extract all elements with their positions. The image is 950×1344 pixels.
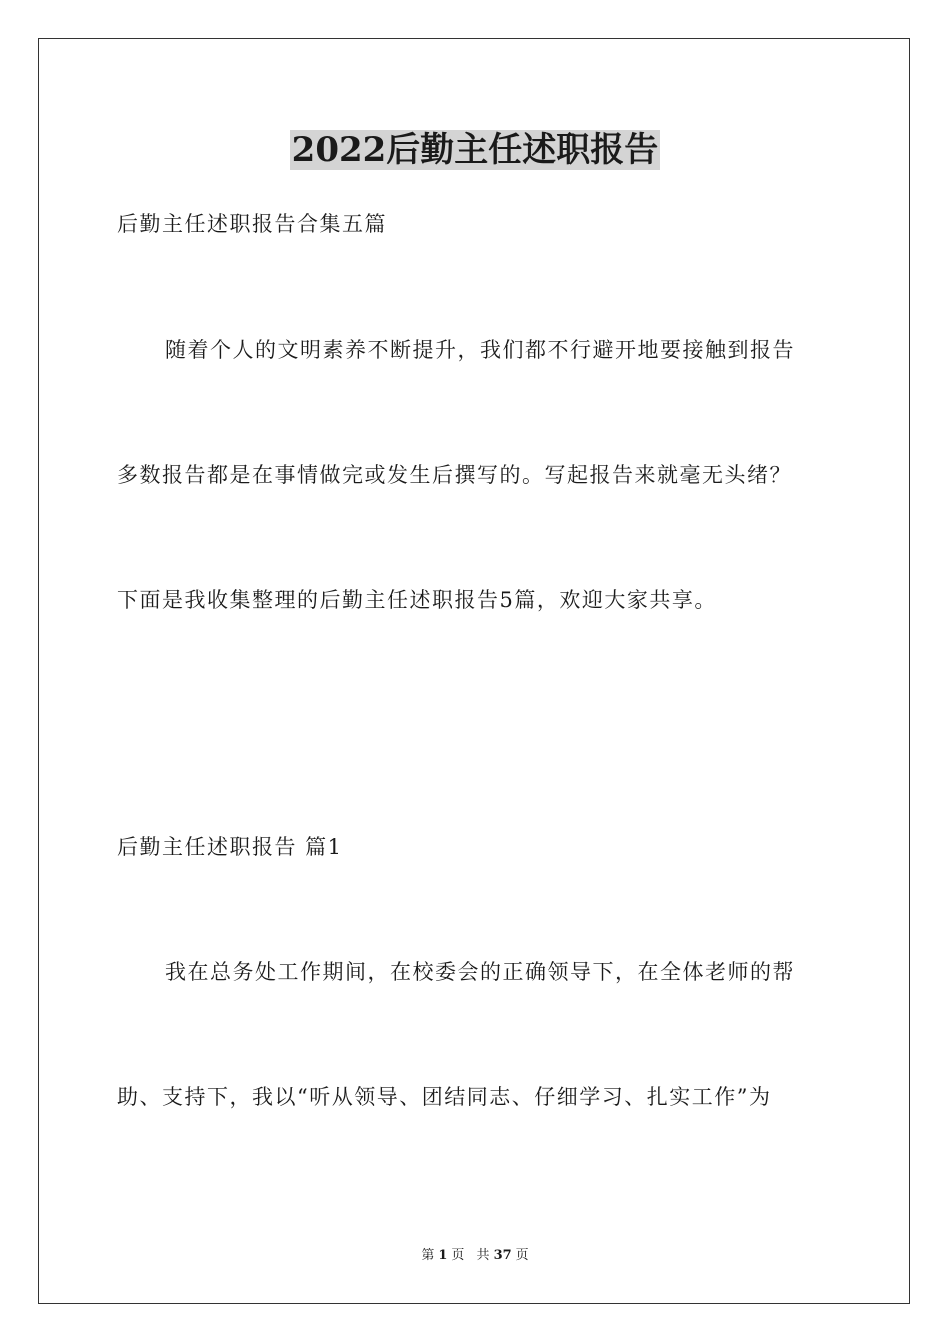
document-subtitle: 后勤主任述职报告合集五篇: [117, 212, 387, 236]
page-number-label: 第 1 页: [421, 1248, 465, 1263]
document-title: [0, 128, 950, 172]
document-title-text: 2022后勤主任述职报告: [291, 130, 659, 170]
section-heading: 后勤主任述职报告 篇1: [117, 835, 343, 859]
intro-paragraph-line-1: 随着个人的文明素养不断提升，我们都不行避开地要接触到报告: [165, 338, 795, 362]
section-paragraph-line-2: 助、支持下，我以“听从领导、团结同志、仔细学习、扎实工作”为: [117, 1085, 772, 1109]
intro-paragraph-line-3: 下面是我收集整理的后勤主任述职报告5篇，欢迎大家共享。: [117, 588, 717, 612]
page-total-label: 共 37 页: [476, 1248, 529, 1263]
page-footer: [0, 1247, 950, 1265]
section-paragraph-line-1: 我在总务处工作期间，在校委会的正确领导下，在全体老师的帮: [165, 960, 795, 984]
intro-paragraph-line-2: 多数报告都是在事情做完或发生后撰写的。写起报告来就毫无头绪？: [117, 463, 792, 487]
